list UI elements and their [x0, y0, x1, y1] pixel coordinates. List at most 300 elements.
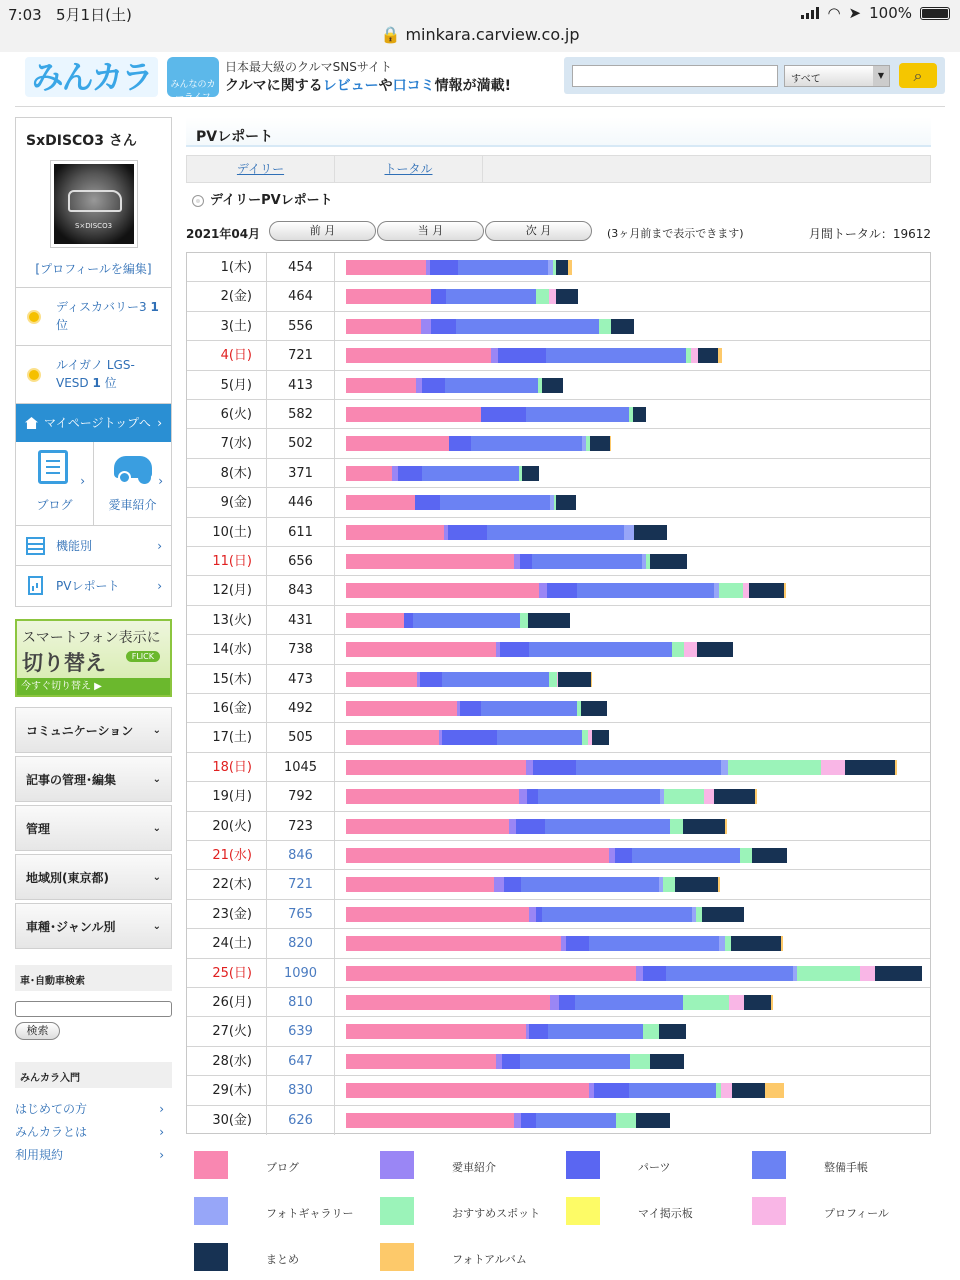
chevron-down-icon: ⌄ [152, 921, 161, 932]
bar-segment-matome [522, 466, 539, 481]
legend-swatch [752, 1151, 786, 1179]
legend-label: ブログ [266, 1161, 299, 1174]
home-icon [25, 417, 38, 429]
year-month: 2021年04月 [186, 227, 261, 241]
bar-segment-maint [577, 583, 715, 598]
bar-segment-profile [684, 642, 697, 657]
intro-link-first-time[interactable]: はじめての方 › [15, 1098, 172, 1121]
bar-segment-spot [740, 848, 753, 863]
bar-segment-maint [521, 877, 659, 892]
legend-item-matome [186, 1237, 372, 1267]
bar-segment-parts [415, 495, 440, 510]
table-row [187, 312, 930, 341]
table-row [187, 1047, 930, 1076]
search-button[interactable] [899, 63, 937, 88]
bar-segment-profile [549, 289, 557, 304]
bar-segment-spot [728, 760, 821, 775]
accordion-communication[interactable]: コミュニケーション ⌄ [15, 707, 172, 753]
legend-label: フォトギャラリー [266, 1207, 354, 1220]
bar-segment-maint [545, 819, 670, 834]
bar-segment-profile [821, 760, 845, 775]
bar-segment-blog [346, 319, 421, 334]
row-pv: 413 [267, 371, 335, 399]
bar-segment-blog [346, 1054, 496, 1069]
bar-segment-car [491, 348, 498, 363]
bar-segment-matome [556, 260, 569, 275]
bar-segment-parts [442, 730, 497, 745]
bar-segment-blog [346, 995, 550, 1010]
row-pv[interactable]: 639 [267, 1017, 335, 1045]
row-date: 8(木) [187, 459, 267, 487]
minkara-logo[interactable]: みんカラ [25, 57, 158, 97]
bar-segment-matome [845, 760, 895, 775]
stacked-bar [346, 936, 783, 951]
bar-segment-album [895, 760, 897, 775]
bar-segment-maint [536, 1113, 616, 1128]
stacked-bar [346, 436, 611, 451]
chevron-down-icon: ▼ [873, 66, 889, 86]
bar-segment-parts [559, 995, 575, 1010]
legend-item-car [372, 1145, 558, 1175]
row-pv: 492 [267, 694, 335, 722]
table-row [187, 1076, 930, 1105]
stacked-bar [346, 554, 687, 569]
bar-segment-parts [594, 1083, 629, 1098]
bar-segment-parts [431, 289, 446, 304]
report-tabs [186, 155, 931, 183]
battery-percent: 100% [869, 4, 912, 22]
row-pv: 431 [267, 606, 335, 634]
legend-label: 整備手帳 [824, 1161, 868, 1174]
header-search [564, 57, 945, 94]
bar-segment-maint [546, 348, 686, 363]
search-icon: ⌕ [913, 66, 923, 85]
bar-segment-matome [659, 1024, 686, 1039]
sidebar-accordion [15, 707, 172, 949]
bar-segment-parts [502, 1054, 520, 1069]
row-date: 6(火) [187, 400, 267, 428]
table-row [187, 606, 930, 635]
row-date: 20(火) [187, 812, 267, 840]
row-pv[interactable]: 820 [267, 929, 335, 957]
bar-segment-maint [589, 936, 719, 951]
banner-title: 切り替え [22, 651, 106, 675]
bar-segment-maint [422, 466, 519, 481]
accordion-management[interactable]: 管理 ⌄ [15, 805, 172, 851]
sidebar [15, 117, 172, 1167]
bar-segment-blog [346, 348, 491, 363]
bar-segment-spot [672, 642, 685, 657]
bar-segment-blog [346, 407, 481, 422]
row-date: 19(月) [187, 782, 267, 810]
bar-segment-maint [445, 378, 538, 393]
row-pv[interactable]: 626 [267, 1106, 335, 1135]
header-divider [15, 106, 945, 107]
bar-segment-blog [346, 730, 439, 745]
bar-segment-spot [549, 672, 557, 687]
row-pv: 656 [267, 547, 335, 575]
blog-icon [38, 450, 68, 484]
bar-segment-photo [721, 760, 728, 775]
legend-item-parts [558, 1145, 744, 1175]
bar-segment-blog [346, 583, 539, 598]
table-row [187, 929, 930, 958]
smartphone-view-banner[interactable] [15, 619, 172, 697]
bar-segment-maint [413, 613, 521, 628]
table-row [187, 253, 930, 282]
bar-segment-parts [547, 583, 577, 598]
bar-segment-parts [481, 407, 526, 422]
bar-segment-matome [592, 730, 609, 745]
bar-segment-car [550, 995, 559, 1010]
car-search-input[interactable] [15, 1001, 172, 1017]
bar-segment-matome [636, 1113, 670, 1128]
row-pv: 843 [267, 576, 335, 604]
bar-segment-blog [346, 936, 561, 951]
stacked-bar [346, 995, 773, 1010]
chevron-right-icon: › [157, 416, 162, 430]
bar-segment-matome [744, 995, 772, 1010]
month-total: 月間トータル：19612 [808, 227, 931, 241]
stacked-bar [346, 760, 897, 775]
pv-table [186, 252, 931, 1134]
intro-link-terms[interactable]: 利用規約 › [15, 1144, 172, 1167]
bar-segment-blog [346, 436, 449, 451]
legend-label: フォトアルバム [452, 1253, 527, 1266]
bar-segment-parts [422, 378, 445, 393]
bar-segment-profile [721, 1083, 732, 1098]
stacked-bar [346, 289, 578, 304]
bar-segment-parts [500, 642, 529, 657]
row-pv[interactable]: 765 [267, 900, 335, 928]
bar-segment-blog [346, 907, 529, 922]
tab-total[interactable]: トータル [335, 156, 483, 182]
stacked-bar [346, 789, 757, 804]
bar-segment-album [718, 877, 720, 892]
stacked-bar [346, 495, 576, 510]
table-row [187, 841, 930, 870]
table-row [187, 635, 930, 664]
bar-segment-spot [630, 1054, 650, 1069]
row-pv[interactable]: 810 [267, 988, 335, 1016]
bar-segment-spot [616, 1113, 636, 1128]
bar-segment-maint [666, 966, 794, 981]
table-row [187, 694, 930, 723]
rank-item-louisgarneau[interactable]: ルイガノ LGS-VESD 1 位 [16, 346, 171, 404]
bar-segment-spot [599, 319, 612, 334]
bar-segment-parts [521, 1113, 536, 1128]
bar-segment-matome [581, 701, 607, 716]
bar-segment-parts [420, 672, 442, 687]
profile-box [15, 117, 172, 607]
car-intro-link[interactable]: › 愛車紹介 [93, 442, 171, 525]
pv-report-link[interactable]: PVレポート › [16, 566, 171, 606]
chevron-right-icon: › [157, 539, 162, 553]
row-pv: 723 [267, 812, 335, 840]
accordion-car-genre[interactable]: 車種･ジャンル別 ⌄ [15, 903, 172, 949]
bar-segment-parts [516, 819, 545, 834]
row-pv: 611 [267, 518, 335, 546]
bar-segment-car [539, 583, 547, 598]
legend-swatch [566, 1151, 600, 1179]
table-row [187, 547, 930, 576]
bar-segment-matome [611, 319, 634, 334]
legend-item-board [558, 1191, 744, 1221]
row-date: 7(水) [187, 429, 267, 457]
bar-segment-maint [442, 672, 550, 687]
table-row [187, 576, 930, 605]
bar-segment-car [526, 760, 533, 775]
bar-segment-parts [527, 789, 538, 804]
row-date: 29(木) [187, 1076, 267, 1104]
location-icon: ➤ [848, 4, 862, 22]
bar-segment-album [781, 936, 783, 951]
row-pv[interactable]: 1090 [267, 959, 335, 987]
banner-text: スマートフォン表示に [22, 630, 161, 646]
prev-month-button[interactable]: 前 月 [269, 221, 376, 241]
legend-swatch [380, 1151, 414, 1179]
bar-segment-matome [556, 289, 578, 304]
bar-segment-matome [633, 407, 646, 422]
row-date: 22(木) [187, 870, 267, 898]
battery-icon [920, 7, 950, 20]
flick-badge: FLICK [126, 651, 160, 662]
row-pv[interactable]: 647 [267, 1047, 335, 1075]
row-pv: 371 [267, 459, 335, 487]
row-pv: 738 [267, 635, 335, 663]
legend-swatch [380, 1197, 414, 1225]
bar-segment-parts [460, 701, 481, 716]
bar-segment-parts [448, 525, 487, 540]
bar-segment-car [529, 907, 536, 922]
address-bar[interactable]: 🔒 minkara.carview.co.jp [380, 25, 580, 44]
chevron-down-icon: ⌄ [152, 872, 161, 883]
bar-segment-maint [456, 319, 599, 334]
bar-segment-maint [458, 260, 548, 275]
bar-segment-profile [704, 789, 714, 804]
avatar[interactable] [50, 160, 138, 248]
bar-segment-maint [575, 995, 683, 1010]
bar-segment-matome [542, 378, 563, 393]
row-pv[interactable]: 830 [267, 1076, 335, 1104]
bar-segment-matome [675, 877, 718, 892]
table-row [187, 429, 930, 458]
legend-item-profile [744, 1191, 930, 1221]
bar-segment-spot [719, 583, 743, 598]
next-month-button[interactable]: 次 月 [485, 221, 592, 241]
intro-link-about[interactable]: みんカラとは › [15, 1121, 172, 1144]
row-date: 12(月) [187, 576, 267, 604]
bar-segment-blog [346, 525, 444, 540]
row-date: 27(火) [187, 1017, 267, 1045]
legend-swatch [194, 1197, 228, 1225]
bar-segment-blog [346, 701, 457, 716]
bar-segment-parts [566, 936, 589, 951]
accordion-region[interactable]: 地域別(東京都) ⌄ [15, 854, 172, 900]
bar-segment-spot [663, 877, 676, 892]
row-date: 5(月) [187, 371, 267, 399]
legend-label: プロフィール [824, 1207, 889, 1220]
row-pv[interactable]: 846 [267, 841, 335, 869]
bar-segment-album [725, 819, 727, 834]
table-row [187, 282, 930, 311]
bar-segment-blog [346, 378, 416, 393]
quick-links [16, 442, 171, 526]
legend-label: おすすめスポット [452, 1207, 541, 1220]
stacked-bar [346, 819, 727, 834]
stacked-bar [346, 613, 570, 628]
bar-segment-car [494, 877, 504, 892]
list-icon [26, 537, 45, 555]
row-pv[interactable]: 721 [267, 870, 335, 898]
bar-segment-blog [346, 613, 404, 628]
row-pv: 721 [267, 341, 335, 369]
stacked-bar [346, 1083, 784, 1098]
signal-icon [801, 7, 819, 19]
bar-segment-parts [504, 877, 522, 892]
stacked-bar [346, 583, 786, 598]
bar-segment-blog [346, 642, 496, 657]
legend-swatch [566, 1197, 600, 1225]
chevron-right-icon: › [159, 1102, 164, 1116]
bar-segment-car [421, 319, 431, 334]
page-title: PVレポート [186, 117, 931, 147]
bar-segment-spot [520, 613, 528, 628]
stacked-bar [346, 642, 733, 657]
row-date: 11(日) [187, 547, 267, 575]
carlife-logo: みんなのカーライフ [167, 57, 219, 97]
rank-item-discovery[interactable]: ディスカバリー3 1 位 [16, 288, 171, 346]
stacked-bar [346, 260, 572, 275]
bar-segment-blog [346, 1083, 589, 1098]
chevron-right-icon: › [159, 1148, 164, 1162]
bar-segment-matome [650, 1054, 684, 1069]
medal-icon [27, 368, 41, 382]
bar-segment-maint [632, 848, 740, 863]
bar-segment-matome [556, 495, 576, 510]
chart-legend [186, 1145, 931, 1275]
row-date: 3(土) [187, 312, 267, 340]
row-date: 18(日) [187, 753, 267, 781]
stacked-bar [346, 1054, 684, 1069]
chevron-right-icon: › [159, 1125, 164, 1139]
bar-segment-blog [346, 289, 431, 304]
stacked-bar [346, 1024, 686, 1039]
bar-segment-maint [481, 701, 577, 716]
chevron-down-icon: ⌄ [152, 725, 161, 736]
intro-heading: みんカラ入門 [15, 1062, 172, 1088]
bar-segment-maint [446, 289, 536, 304]
bar-segment-blog [346, 1024, 526, 1039]
bar-segment-album [610, 436, 612, 451]
bar-segment-maint [529, 642, 672, 657]
bar-segment-matome [749, 583, 784, 598]
table-row [187, 782, 930, 811]
bar-segment-parts [533, 760, 576, 775]
bar-segment-blog [346, 672, 417, 687]
bar-segment-spot [797, 966, 860, 981]
legend-swatch [194, 1243, 228, 1271]
status-bar [0, 0, 960, 52]
table-row [187, 459, 930, 488]
bar-segment-maint [487, 525, 625, 540]
radio-icon [192, 195, 204, 207]
stacked-bar [346, 730, 609, 745]
row-pv: 464 [267, 282, 335, 310]
car-search-button[interactable]: 検索 [15, 1022, 60, 1040]
legend-item-blog [186, 1145, 372, 1175]
function-link[interactable]: 機能別 › [16, 526, 171, 566]
legend-label: マイ掲示板 [638, 1207, 693, 1220]
row-date: 26(月) [187, 988, 267, 1016]
stacked-bar [346, 319, 634, 334]
chevron-down-icon: ⌄ [152, 823, 161, 834]
table-row [187, 753, 930, 782]
stacked-bar [346, 525, 667, 540]
car-icon [68, 190, 122, 212]
current-month-button[interactable]: 当 月 [377, 221, 484, 241]
search-category-select[interactable]: すべて ▼ [784, 65, 890, 87]
bar-segment-spot [536, 289, 549, 304]
table-row [187, 488, 930, 517]
stacked-bar [346, 407, 646, 422]
bar-segment-parts [529, 1024, 548, 1039]
row-pv: 1045 [267, 753, 335, 781]
month-nav [186, 221, 931, 243]
bar-segment-matome [650, 554, 688, 569]
bar-segment-blog [346, 466, 392, 481]
legend-item-photo [186, 1191, 372, 1221]
table-row [187, 1017, 930, 1046]
bar-segment-maint [576, 760, 721, 775]
row-date: 2(金) [187, 282, 267, 310]
bar-segment-maint [538, 789, 661, 804]
bar-segment-matome [752, 848, 787, 863]
edit-profile-link[interactable]: [プロフィールを編集] [16, 248, 171, 288]
table-row [187, 400, 930, 429]
bar-segment-matome [731, 936, 781, 951]
legend-swatch [752, 1197, 786, 1225]
bar-segment-parts [431, 319, 456, 334]
stacked-bar [346, 378, 563, 393]
daily-report-heading: デイリーPVレポート [186, 191, 931, 211]
accordion-article-management[interactable]: 記事の管理･編集 ⌄ [15, 756, 172, 802]
bar-segment-album [568, 260, 572, 275]
bar-segment-profile [729, 995, 744, 1010]
range-note: (3ヶ月前まで表示できます) [607, 227, 744, 240]
table-row [187, 959, 930, 988]
medal-icon [27, 310, 41, 324]
bar-segment-photo [624, 525, 634, 540]
table-row [187, 341, 930, 370]
search-input[interactable] [572, 65, 778, 87]
blog-link[interactable]: › ブログ [16, 442, 93, 525]
row-date: 17(土) [187, 723, 267, 751]
row-pv: 792 [267, 782, 335, 810]
table-row [187, 1106, 930, 1135]
bar-segment-matome [697, 642, 734, 657]
bar-segment-blog [346, 260, 426, 275]
tab-daily[interactable]: デイリー [187, 156, 335, 182]
bar-segment-parts [449, 436, 471, 451]
bar-segment-maint [520, 1054, 630, 1069]
mypage-top-button[interactable]: マイページトップへ › [16, 404, 171, 442]
bar-segment-matome [683, 819, 726, 834]
bar-segment-matome [558, 672, 591, 687]
wifi-icon: ◠ [827, 4, 841, 22]
bar-segment-parts [643, 966, 666, 981]
row-date: 16(金) [187, 694, 267, 722]
